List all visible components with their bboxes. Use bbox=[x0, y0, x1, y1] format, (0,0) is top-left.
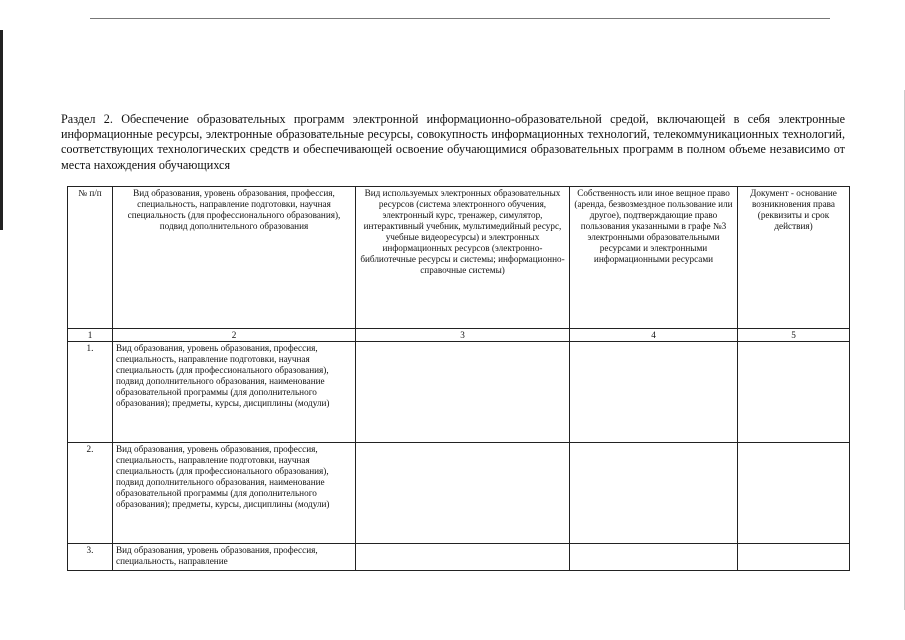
column-number-row bbox=[68, 329, 850, 342]
column-number: 2 bbox=[113, 329, 356, 342]
table-row bbox=[68, 342, 850, 443]
row-resource-cell bbox=[356, 544, 570, 571]
column-number: 1 bbox=[68, 329, 113, 342]
top-rule bbox=[90, 18, 830, 19]
column-number: 4 bbox=[570, 329, 738, 342]
table-row bbox=[68, 443, 850, 544]
row-description: Вид образования, уровень образования, профессия, специальность, направление подготовки, научная специальность (для профессионального образования), подвид дополнительного образования, наименование образовательной программы (для дополнительного образования); предметы, курсы, дисциплины (модули) bbox=[113, 443, 356, 544]
column-number: 5 bbox=[738, 329, 850, 342]
row-document-cell bbox=[738, 342, 850, 443]
row-number: 1. bbox=[68, 342, 113, 443]
row-description: Вид образования, уровень образования, профессия, специальность, направление bbox=[113, 544, 356, 571]
header-cell-education-type: Вид образования, уровень образования, профессия, специальность, направление подготовки, научная специальность (для профессионального образования), подвид дополнительного образования bbox=[113, 187, 356, 329]
header-cell-number: № п/п bbox=[68, 187, 113, 329]
header-cell-resource-type: Вид используемых электронных образовательных ресурсов (система электронного обучения, электронный курс, тренажер, симулятор, интерактивный учебник, мультимедийный ресурс, учебные видеоресурсы) и электронных информационных ресурсов (электронно-библиотечные ресурсы и системы; информационно-справочные системы) bbox=[356, 187, 570, 329]
row-number: 2. bbox=[68, 443, 113, 544]
section-heading: Раздел 2. Обеспечение образовательных программ электронной информационно-образовательной средой, включающей в себя электронные информационные ресурсы, электронные образовательные ресурсы, совокупность информационных технологий, телекоммуникационных технологий, соответствующих технологических средств и обеспечивающей освоение обучающимися образовательных программ в полном объеме независимо от места нахождения обучающихся bbox=[61, 112, 845, 172]
row-ownership-cell bbox=[570, 544, 738, 571]
column-number: 3 bbox=[356, 329, 570, 342]
row-number: 3. bbox=[68, 544, 113, 571]
row-description: Вид образования, уровень образования, профессия, специальность, направление подготовки, научная специальность (для профессионального образования), подвид дополнительного образования, наименование образовательной программы (для дополнительного образования); предметы, курсы, дисциплины (модули) bbox=[113, 342, 356, 443]
scan-edge-left bbox=[0, 30, 3, 230]
row-resource-cell bbox=[356, 443, 570, 544]
row-document-cell bbox=[738, 544, 850, 571]
table-row bbox=[68, 544, 850, 571]
row-ownership-cell bbox=[570, 342, 738, 443]
row-document-cell bbox=[738, 443, 850, 544]
header-cell-document: Документ - основание возникновения права (реквизиты и срок действия) bbox=[738, 187, 850, 329]
row-resource-cell bbox=[356, 342, 570, 443]
resources-table bbox=[67, 186, 850, 571]
table-header-row bbox=[68, 187, 850, 329]
header-cell-ownership: Собственность или иное вещное право (аренда, безвозмездное пользование или другое), подтверждающие право пользования указанными в графе №3 электронными образовательными ресурсами и электронными информационными ресурсами bbox=[570, 187, 738, 329]
row-ownership-cell bbox=[570, 443, 738, 544]
